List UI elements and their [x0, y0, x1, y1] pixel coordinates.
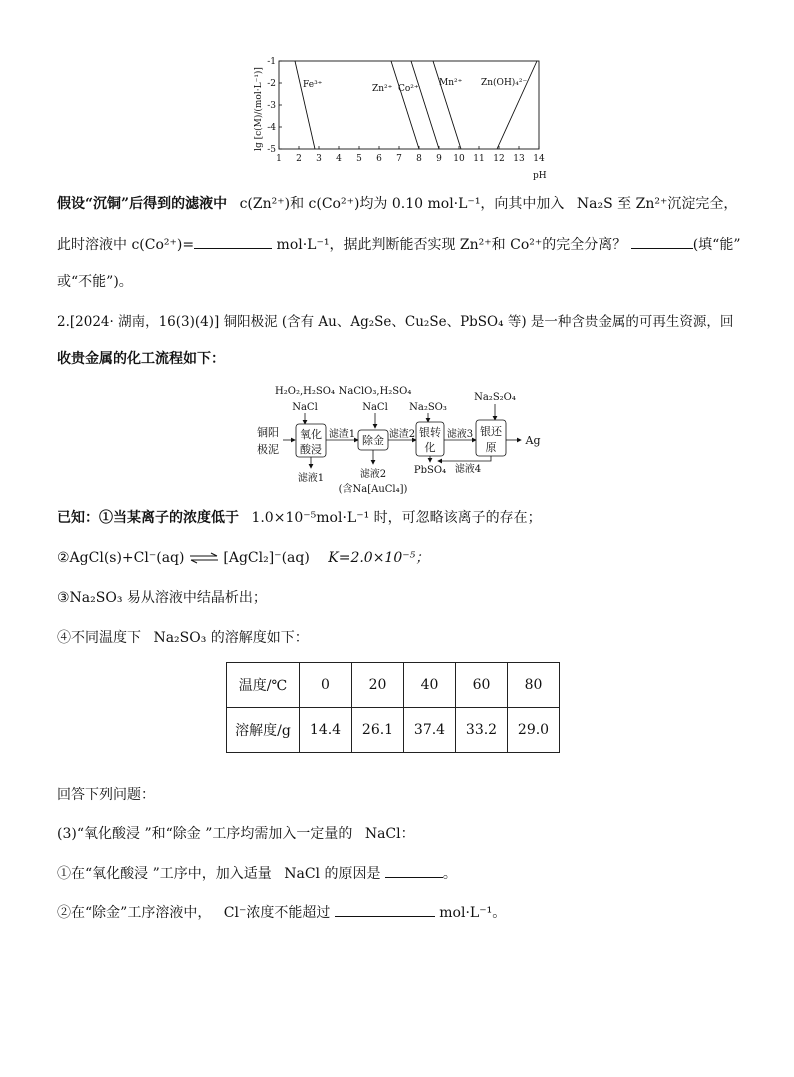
table-cell: 80: [508, 663, 560, 708]
table-header-solubility: 溶解度/g: [227, 708, 300, 753]
answer-q3-1-b: NaCl 的原因是: [284, 866, 381, 882]
answer-q3-2: [57, 902, 506, 923]
answer-q3-b: NaCl：: [364, 826, 415, 842]
series-line-4: [497, 61, 537, 149]
q1-line2-a: 此时溶液中 c(Co²⁺)=: [57, 237, 195, 253]
q2-line1: [57, 312, 733, 332]
answer-q3-2-a: ②在“除金”工序溶液中，: [57, 905, 212, 921]
y-tick-label: -1: [267, 57, 276, 67]
q2-line2-text: 收贵金属的化工流程如下：: [57, 351, 225, 367]
table-row: [227, 708, 560, 753]
q1-line2-b: mol·L⁻¹，据此判断能否实现 Zn²⁺和 Co²⁺的完全分离？: [276, 237, 627, 253]
x-tick-label: 12: [493, 154, 505, 164]
reagent-3: Na₂SO₃: [409, 402, 447, 413]
q1-answer-blank-1[interactable]: [194, 234, 272, 249]
output-label: Ag: [525, 434, 541, 447]
q1-line1-a: 假设“沉铜”后得到的滤液中: [57, 196, 228, 212]
ph-solubility-graph: [248, 55, 548, 185]
x-tick-label: 5: [356, 154, 362, 164]
process-flow-chart: [250, 380, 550, 500]
x-tick-label: 13: [513, 154, 525, 164]
input-label-b: 极泥: [257, 443, 279, 456]
reagent-2-b: NaCl: [362, 402, 388, 413]
known-2-b: [AgCl₂]⁻(aq): [223, 550, 310, 566]
q1-line3: [57, 272, 133, 292]
reagent-2-a: NaClO₃,H₂SO₄: [338, 386, 412, 397]
series-line-0: [295, 61, 315, 149]
x-tick-label: 11: [473, 154, 485, 164]
recycle-label: 滤液4: [454, 464, 482, 475]
answer-heading-text: 回答下列问题：: [57, 787, 155, 803]
graph-x-axis-label: pH: [533, 171, 547, 181]
x-tick-label: 2: [296, 154, 302, 164]
known-4-a: ④不同温度下: [57, 630, 141, 646]
input-label-a: 铜阳: [257, 426, 279, 439]
box-4-a: 银还: [480, 425, 502, 438]
arrow-2-label: 滤渣2: [388, 429, 416, 440]
label-znoh4: Zn(OH)₄²⁻: [481, 78, 528, 88]
answer-q3-a: (3)“氧化酸浸 ”和“除金 ”工序均需加入一定量的: [57, 826, 353, 842]
reagent-1-b: NaCl: [292, 402, 318, 413]
known-1-b: 1.0×10⁻⁵mol·L⁻¹ 时，可忽略该离子的存在；: [251, 510, 542, 526]
answer-q3: [57, 824, 415, 844]
known-line3: [57, 588, 267, 608]
answer-q3-1: [57, 863, 457, 884]
equilibrium-arrow-icon: [189, 552, 219, 564]
q2-line1-text: 2.[2024· 湖南，16(3)(4)] 铜阳极泥 (含有 Au、Ag₂Se、Cu₂Se、PbSO₄ 等) 是一种含贵金属的可再生资源，回: [57, 314, 734, 330]
x-tick-label: 10: [453, 154, 465, 164]
known-3: ③Na₂SO₃ 易从溶液中结晶析出；: [57, 590, 267, 606]
answer-q3-1-a: ①在“氧化酸浸 ”工序中，加入适量: [57, 866, 272, 882]
box-1-a: 氧化: [300, 428, 322, 441]
x-tick-label: 4: [336, 154, 342, 164]
known-line1: [57, 508, 542, 528]
x-tick-label: 9: [436, 154, 442, 164]
answer-q3-2-b: Cl⁻浓度不能超过: [223, 905, 331, 921]
q3-2-answer-blank[interactable]: [335, 902, 435, 917]
graph-frame: [279, 61, 539, 149]
down-2-note: (含Na[AuCl₄]): [338, 484, 408, 495]
x-tick-label: 1: [276, 154, 282, 164]
box-1-b: 酸浸: [300, 443, 322, 456]
reagent-4: Na₂S₂O₄: [474, 392, 516, 403]
known-line2: [57, 548, 429, 568]
table-cell: 60: [456, 663, 508, 708]
label-fe3: Fe³⁺: [303, 80, 323, 90]
answer-heading: [57, 785, 155, 805]
label-mn2: Mn²⁺: [439, 78, 463, 88]
solubility-table: [226, 662, 560, 753]
box-3-a: 银转: [419, 426, 441, 439]
answer-q3-2-c: mol·L⁻¹。: [439, 905, 507, 921]
known-1-a: 已知：①当某离子的浓度低于: [57, 510, 239, 526]
arrow-1-label: 滤渣1: [328, 429, 356, 440]
q2-line2: [57, 349, 225, 369]
table-row: [227, 663, 560, 708]
x-tick-label: 3: [316, 154, 322, 164]
table-cell: 29.0: [508, 708, 560, 753]
series-line-3: [433, 61, 461, 149]
q1-line1-b: c(Zn²⁺)和 c(Co²⁺)均为 0.10 mol·L⁻¹，向其中加入: [239, 196, 565, 212]
reagent-1-a: H₂O₂,H₂SO₄: [275, 386, 335, 397]
down-2-label: 滤液2: [359, 469, 387, 480]
x-tick-label: 14: [533, 154, 545, 164]
box-4-b: 原: [485, 441, 497, 454]
known-4-b: Na₂SO₃ 的溶解度如下：: [153, 630, 309, 646]
x-tick-label: 7: [396, 154, 402, 164]
recycle-arrow: [438, 456, 491, 461]
q1-line2-c: (填“能”: [692, 237, 741, 253]
q1-answer-blank-2[interactable]: [631, 234, 693, 249]
table-cell: 14.4: [300, 708, 352, 753]
q1-line3-text: 或“不能”)。: [57, 274, 133, 290]
q1-line1-c: Na₂S 至 Zn²⁺沉淀完全，: [576, 196, 738, 212]
table-cell: 33.2: [456, 708, 508, 753]
down-3-label: PbSO₄: [413, 465, 447, 476]
box-2: 除金: [362, 434, 384, 447]
q1-line2: [57, 234, 741, 255]
known-2-a: ②AgCl(s)+Cl⁻(aq): [57, 550, 185, 566]
graph-y-axis-label: lg [c(M)/(mol·L⁻¹)]: [254, 67, 264, 151]
table-cell: 26.1: [352, 708, 404, 753]
y-tick-label: -4: [267, 123, 276, 133]
table-cell: 0: [300, 663, 352, 708]
table-header-temperature: 温度/℃: [227, 663, 300, 708]
answer-q3-1-c: 。: [442, 866, 457, 882]
box-3-b: 化: [424, 441, 436, 454]
known-2-c: K=2.0×10⁻⁵；: [328, 550, 430, 566]
q1-line1: [57, 194, 737, 214]
y-tick-label: -3: [267, 101, 276, 111]
label-co2: Co²⁺: [398, 84, 419, 94]
label-zn2: Zn²⁺: [372, 84, 393, 94]
arrow-3-label: 滤液3: [446, 429, 474, 440]
table-cell: 37.4: [404, 708, 456, 753]
known-line4: [57, 628, 309, 648]
table-cell: 40: [404, 663, 456, 708]
down-1-label: 滤液1: [297, 473, 325, 484]
y-tick-label: -2: [267, 79, 276, 89]
y-tick-label: -5: [267, 145, 276, 155]
x-tick-label: 6: [376, 154, 382, 164]
q3-1-answer-blank[interactable]: [385, 863, 443, 878]
x-tick-label: 8: [416, 154, 422, 164]
table-cell: 20: [352, 663, 404, 708]
